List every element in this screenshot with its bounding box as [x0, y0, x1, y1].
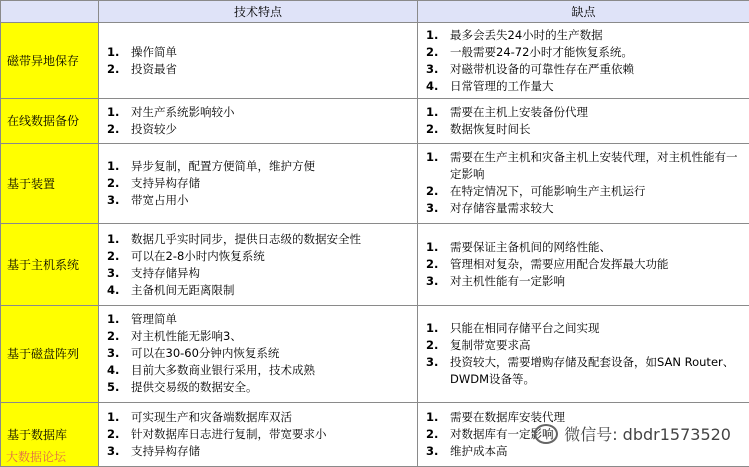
drawbacks-cell [418, 23, 749, 99]
item-number: 3. [426, 354, 439, 369]
item-number: 1. [107, 104, 120, 119]
item-text: 对生产系统影响较小 [131, 104, 235, 119]
list-item [418, 256, 749, 273]
features-list [99, 231, 417, 299]
list-item [99, 379, 417, 396]
list-item [418, 354, 749, 388]
drawbacks-list [418, 320, 749, 388]
item-text: 需要保证主备机间的网络性能、 [450, 240, 611, 255]
list-item [99, 104, 417, 121]
item-text: 对磁带机设备的可靠性存在严重依赖 [450, 61, 634, 76]
item-text: 数据几乎实时同步，提供日志级的数据安全性 [131, 231, 361, 246]
row-name: 磁带异地保存 [1, 23, 99, 99]
item-text: 可以在2-8小时内恢复系统 [131, 248, 265, 263]
drawbacks-list [418, 27, 749, 95]
item-text: 复制带宽要求高 [450, 337, 531, 352]
item-text: 管理简单 [131, 312, 177, 327]
item-number: 1. [426, 150, 439, 165]
item-number: 2. [107, 329, 120, 344]
item-text: 操作简单 [131, 44, 177, 59]
drawbacks-cell [418, 143, 749, 223]
table-row [1, 143, 749, 223]
wechat-icon [534, 424, 558, 444]
table-row [1, 306, 749, 402]
item-number: 4. [107, 282, 120, 297]
item-text: 最多会丢失24小时的生产数据 [450, 27, 603, 42]
row-name: 基于磁盘阵列 [1, 306, 99, 402]
features-list [99, 311, 417, 396]
features-cell [99, 402, 418, 466]
item-number: 1. [426, 409, 439, 424]
features-cell [99, 143, 418, 223]
list-item [99, 44, 417, 61]
row-name: 基于主机系统 [1, 223, 99, 305]
item-number: 2. [426, 426, 439, 441]
list-item [418, 183, 749, 200]
item-number: 3. [107, 443, 120, 458]
wechat-watermark [534, 422, 731, 445]
header-blank [1, 1, 99, 23]
item-text: 对主机性能有一定影响 [450, 274, 565, 289]
drawbacks-cell [418, 223, 749, 305]
item-number: 4. [426, 78, 439, 93]
item-number: 2. [426, 257, 439, 272]
list-item [99, 175, 417, 192]
item-number: 1. [426, 27, 439, 42]
item-text: 只能在相同存储平台之间实现 [450, 320, 600, 335]
list-item [99, 265, 417, 282]
logo-watermark: 大数据论坛 [6, 450, 67, 464]
item-number: 5. [107, 380, 120, 395]
list-item [99, 61, 417, 78]
item-number: 3. [426, 443, 439, 458]
item-number: 1. [107, 231, 120, 246]
item-number: 2. [107, 61, 120, 76]
list-item [99, 192, 417, 209]
list-item [99, 443, 417, 460]
item-text: 日常管理的工作量大 [450, 78, 554, 93]
item-number: 1. [426, 240, 439, 255]
item-text: 数据恢复时间长 [450, 121, 531, 136]
item-text: 对主机性能无影响3、 [131, 329, 242, 344]
item-number: 2. [107, 121, 120, 136]
list-item [418, 104, 749, 121]
list-item [99, 426, 417, 443]
item-number: 1. [426, 320, 439, 335]
item-number: 2. [107, 175, 120, 190]
item-text: 可实现生产和灾备端数据库双活 [131, 409, 292, 424]
features-list [99, 104, 417, 138]
item-text: 对存储容量需求较大 [450, 201, 554, 216]
drawbacks-list [418, 149, 749, 217]
item-text: 需要在数据库安装代理 [450, 409, 565, 424]
item-number: 1. [107, 409, 120, 424]
item-text: 管理相对复杂，需要应用配合发挥最大功能 [450, 257, 669, 272]
list-item [418, 61, 749, 78]
item-text: 投资较少 [131, 121, 177, 136]
features-cell [99, 223, 418, 305]
list-item [99, 248, 417, 265]
item-text: 提供交易级的数据安全。 [131, 380, 258, 395]
item-text: 对数据库有一定影响 [450, 426, 554, 441]
list-item [418, 320, 749, 337]
table-row [1, 99, 749, 143]
features-list [99, 409, 417, 460]
item-number: 3. [426, 201, 439, 216]
list-item [418, 273, 749, 290]
item-text: 目前大多数商业银行采用，技术成熟 [131, 363, 315, 378]
item-number: 2. [426, 184, 439, 199]
list-item [418, 239, 749, 256]
list-item [99, 282, 417, 299]
item-text: 支持异构存储 [131, 175, 200, 190]
list-item [418, 200, 749, 217]
item-number: 3. [107, 265, 120, 280]
item-number: 1. [107, 158, 120, 173]
list-item [418, 27, 749, 44]
list-item [418, 443, 749, 460]
drawbacks-cell [418, 99, 749, 143]
list-item [99, 345, 417, 362]
item-number: 1. [107, 44, 120, 59]
list-item [418, 44, 749, 61]
item-text: 异步复制，配置方便简单，维护方便 [131, 158, 315, 173]
item-number: 2. [426, 337, 439, 352]
item-text: 投资最省 [131, 61, 177, 76]
item-number: 2. [426, 44, 439, 59]
item-number: 3. [426, 274, 439, 289]
item-number: 1. [426, 104, 439, 119]
item-text: 投资较大，需要增购存储及配套设备，如SAN Router、DWDM设备等。 [450, 354, 735, 386]
item-number: 3. [107, 192, 120, 207]
item-number: 2. [426, 121, 439, 136]
list-item [99, 158, 417, 175]
list-item [99, 362, 417, 379]
features-list [99, 44, 417, 78]
item-number: 3. [426, 61, 439, 76]
table-row [1, 23, 749, 99]
features-cell [99, 23, 418, 99]
item-number: 1. [107, 312, 120, 327]
list-item [418, 337, 749, 354]
features-cell [99, 306, 418, 402]
item-number: 4. [107, 363, 120, 378]
item-text: 支持存储异构 [131, 265, 200, 280]
item-text: 一般需要24-72小时才能恢复系统。 [450, 44, 633, 59]
item-text: 在特定情况下，可能影响生产主机运行 [450, 184, 646, 199]
list-item [418, 149, 749, 183]
drawbacks-cell [418, 306, 749, 402]
list-item [99, 409, 417, 426]
list-item [418, 78, 749, 95]
features-list [99, 158, 417, 209]
watermark-text: 微信号: dbdr1573520 [564, 425, 731, 444]
item-text: 带宽占用小 [131, 192, 189, 207]
list-item [99, 231, 417, 248]
item-text: 可以在30-60分钟内恢复系统 [131, 346, 280, 361]
list-item [418, 121, 749, 138]
row-name: 基于装置 [1, 143, 99, 223]
item-text: 需要在生产主机和灾备主机上安装代理，对主机性能有一定影响 [450, 150, 738, 182]
list-item [99, 328, 417, 345]
item-number: 2. [107, 248, 120, 263]
list-item [99, 121, 417, 138]
item-text: 需要在主机上安装备份代理 [450, 104, 588, 119]
list-item [99, 311, 417, 328]
item-text: 主备机间无距离限制 [131, 282, 235, 297]
drawbacks-list [418, 239, 749, 290]
header-features: 技术特点 [99, 1, 418, 23]
item-number: 2. [107, 426, 120, 441]
features-cell [99, 99, 418, 143]
item-text: 支持异构存储 [131, 443, 200, 458]
item-number: 3. [107, 346, 120, 361]
header-drawbacks: 缺点 [418, 1, 749, 23]
item-text: 维护成本高 [450, 443, 508, 458]
drawbacks-list [418, 104, 749, 138]
table-row [1, 223, 749, 305]
row-name: 基于数据库 [1, 402, 99, 466]
header-row [1, 1, 749, 23]
row-name: 在线数据备份 [1, 99, 99, 143]
item-text: 针对数据库日志进行复制，带宽要求小 [131, 426, 327, 441]
